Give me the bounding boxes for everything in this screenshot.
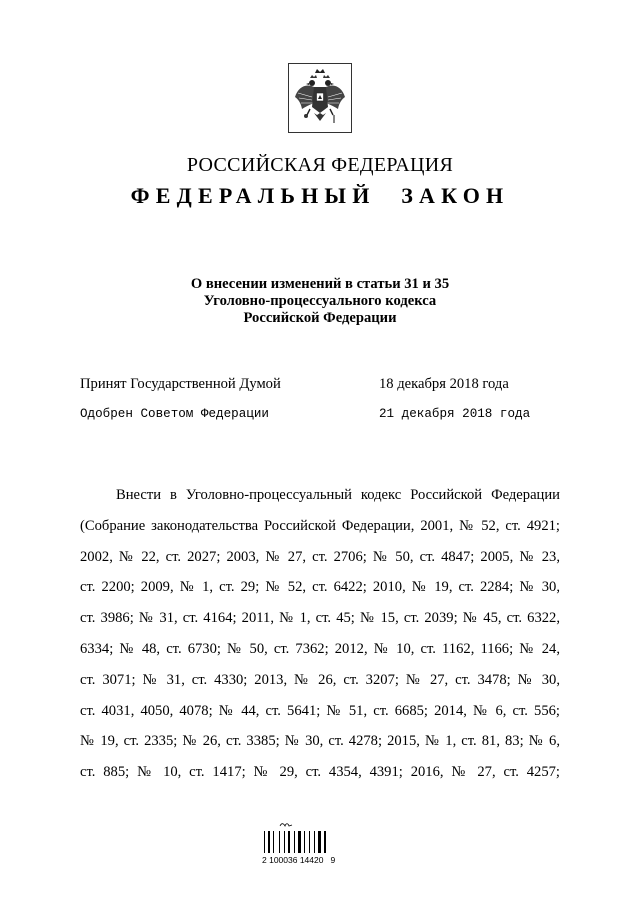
country-heading: РОССИЙСКАЯ ФЕДЕРАЦИЯ — [186, 154, 454, 176]
body-line: ст. 885; № 10, ст. 1417; № 29, ст. 4354, 4391; 2016, № 27, ст. 4257; — [80, 764, 560, 781]
body-line: Внести в Уголовно-процессуальный кодекс Российской Федерации — [116, 487, 560, 503]
signature-mark-icon — [280, 824, 292, 826]
body-line: 6334; № 48, ст. 6730; № 50, ст. 7362; 2012, № 10, ст. 1162, 1166; № 24, — [80, 640, 560, 657]
barcode-icon — [262, 818, 332, 874]
law-title-line: Уголовно-процессуального кодекса — [203, 293, 437, 309]
adoption-row-duma — [80, 376, 560, 396]
body-line: ст. 3986; № 31, ст. 4164; 2011, № 1, ст. 45; № 15, ст. 2039; № 45, ст. 6322, — [80, 610, 560, 627]
law-title-line: Российской Федерации — [243, 310, 397, 326]
law-title-line: О внесении изменений в статьи 31 и 35 — [190, 276, 450, 292]
adoption-date: 18 декабря 2018 года — [379, 376, 509, 392]
body-line: ст. 3071; № 31, ст. 4330; 2013, № 26, ст. 3207; № 27, ст. 3478; № 30, — [80, 671, 560, 688]
approval-date: 21 декабря 2018 года — [379, 407, 531, 421]
law-body — [80, 480, 560, 788]
adoption-label: Принят Государственной Думой — [80, 376, 281, 392]
body-line: № 19, ст. 2335; № 26, ст. 3385; № 30, ст. 4278; 2015, № 1, ст. 81, 83; № 6, — [80, 733, 560, 750]
body-line: ст. 2200; 2009, № 1, ст. 29; № 52, ст. 6422; 2010, № 19, ст. 2284; № 30, — [80, 579, 560, 596]
body-line: ст. 4031, 4050, 4078; № 44, ст. 5641; № 51, ст. 6685; 2014, № 6, ст. 556; — [80, 702, 560, 719]
adoption-row-council — [80, 407, 560, 427]
state-emblem-icon — [288, 63, 352, 133]
body-line: 2002, № 22, ст. 2027; 2003, № 27, ст. 2706; № 50, ст. 4847; 2005, № 23, — [80, 548, 560, 565]
approval-label: Одобрен Советом Федерации — [80, 407, 269, 421]
body-line: (Собрание законодательства Российской Федерации, 2001, № 52, ст. 4921; — [80, 517, 560, 534]
barcode-number: 2 100036 14420 9 — [262, 855, 336, 865]
law-title — [0, 276, 640, 327]
document-type-heading: ФЕДЕРАЛЬНЫЙ ЗАКОН — [130, 183, 510, 208]
